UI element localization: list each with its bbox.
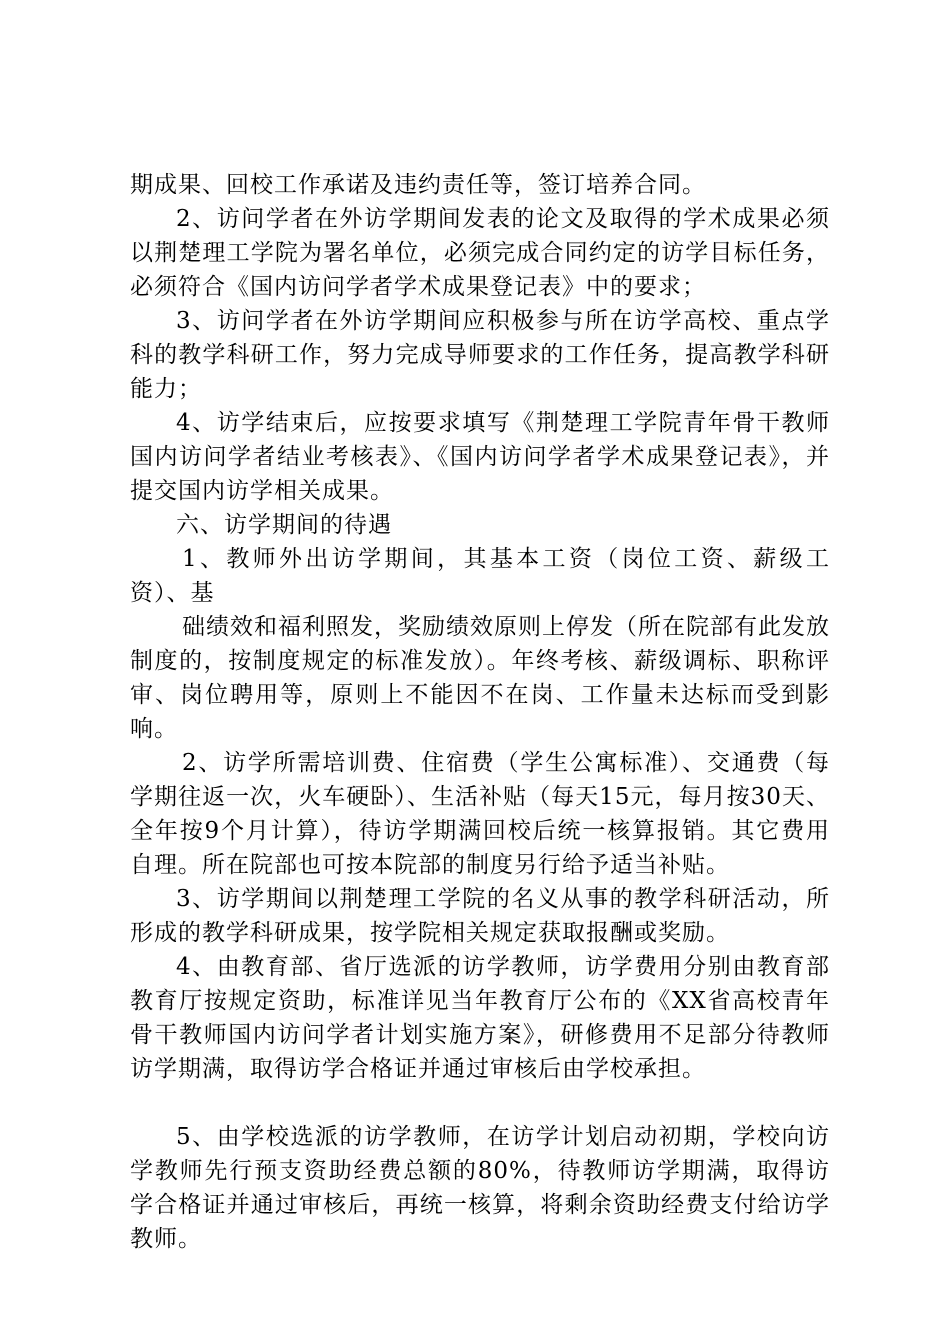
paragraph-benefit-4-ministry-funding: 4、由教育部、省厅选派的访学教师，访学费用分别由教育部教育厅按规定资助，标准详见当年教育厅公布的《XX省高校青年骨干教师国内访问学者计划实施方案》，研修费用不足部分待教师访学期满，取得访学合格证并通过审核后由学校承担。 [130,954,830,1082]
paragraph-benefit-5-school-funding: 5、由学校选派的访学教师，在访学计划启动初期，学校向访学教师先行预支资助经费总额的80%，待教师访学期满，取得访学合格证并通过审核后，再统一核算，将剩余资助经费支付给访学教师。 [130,1124,830,1252]
paragraph-benefit-1-continued: 础绩效和福利照发，奖励绩效原则上停发（所在院部有此发放制度的，按制度规定的标准发放）。年终考核、薪级调标、职称评审、岗位聘用等，原则上不能因不在岗、工作量未达标而受到影响。 [130,614,830,742]
paragraph-benefit-1-salary: 1、教师外出访学期间，其基本工资（岗位工资、薪级工资）、基 [130,546,830,606]
paragraph-benefit-3-rewards: 3、访学期间以荆楚理工学院的名义从事的教学科研活动，所形成的教学科研成果，按学院相关规定获取报酬或奖励。 [130,886,830,946]
paragraph-benefit-2-expenses: 2、访学所需培训费、住宿费（学生公寓标准）、交通费（每学期往返一次，火车硬卧）、生活补贴（每天15元，每月按30天、全年按9个月计算），待访学期满回校后统一核算报销。其它费用自理。所在院部也可按本院部的制度另行给予适当补贴。 [130,750,830,878]
paragraph-item-2-academic-results: 2、访问学者在外访学期间发表的论文及取得的学术成果必须以荆楚理工学院为署名单位，必须完成合同约定的访学目标任务，必须符合《国内访问学者学术成果登记表》中的要求； [130,206,830,300]
document-body [130,168,830,1256]
paragraph-item-3-participation: 3、访问学者在外访学期间应积极参与所在访学高校、重点学科的教学科研工作，努力完成导师要求的工作任务，提高教学科研能力； [130,308,830,402]
paragraph-item-4-completion: 4、访学结束后，应按要求填写《荆楚理工学院青年骨干教师国内访问学者结业考核表》、《国内访问学者学术成果登记表》，并提交国内访学相关成果。 [130,410,830,504]
paragraph-contract-continuation: 期成果、回校工作承诺及违约责任等，签订培养合同。 [130,172,706,198]
section-heading-benefits: 六、访学期间的待遇 [176,512,392,538]
